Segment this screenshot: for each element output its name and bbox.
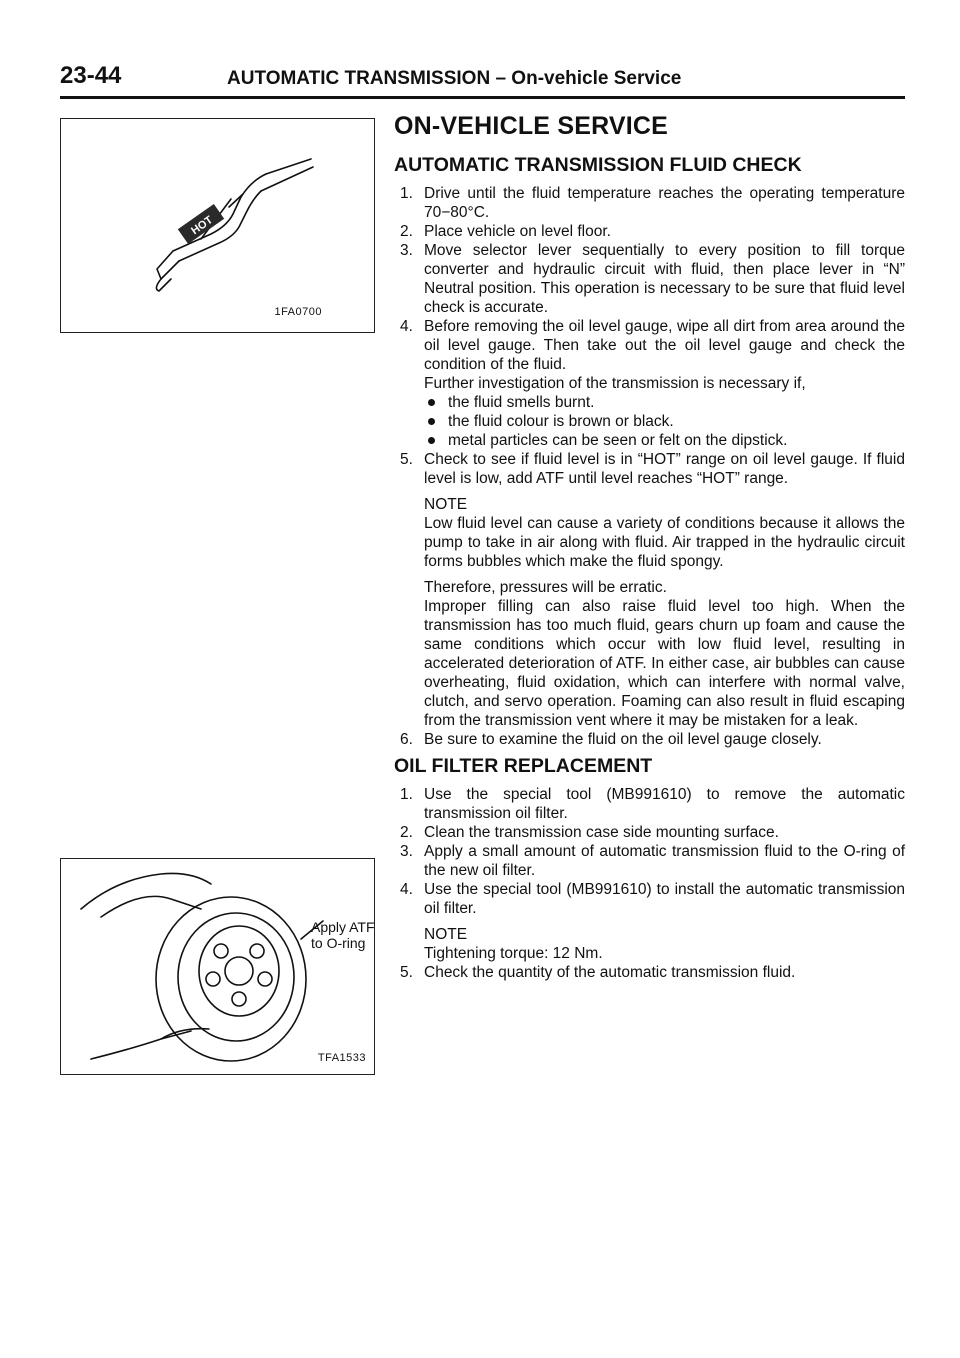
note-block xyxy=(424,925,905,963)
step-text: Apply a small amount of automatic transmission fluid to the O-ring of the new oil filter. xyxy=(424,843,905,879)
note-label: NOTE xyxy=(424,926,468,943)
callout-line-1: Apply ATF xyxy=(311,919,375,935)
note-block xyxy=(424,495,905,730)
list-item xyxy=(394,823,905,842)
oil-level-gauge-figure xyxy=(60,118,375,333)
note-label: NOTE xyxy=(424,496,468,513)
note-text: Low fluid level can cause a variety of conditions because it allows the pump to take in air along with fluid. Air trapped in the hydraulic circuit forms bubbles which make the fluid spongy. xyxy=(424,515,905,570)
bullet-item: metal particles can be seen or felt on the dipstick. xyxy=(424,431,905,450)
main-content xyxy=(394,110,905,982)
list-item xyxy=(394,450,905,730)
step-number: 4. xyxy=(400,881,413,898)
step-number: 5. xyxy=(400,964,413,981)
step-number: 1. xyxy=(400,786,413,803)
note-text: Tightening torque: 12 Nm. xyxy=(424,945,603,962)
oil-level-gauge-illustration xyxy=(61,119,374,332)
oil-filter-illustration xyxy=(61,859,374,1074)
note-text: Improper filling can also raise fluid level too high. When the transmission has too much fluid, gears churn up foam and cause the same conditions which occur with low fluid level, resulting in accelerated deterioration of ATF. In either case, air bubbles can cause overheating, fluid oxidation, which can interfere with normal valve, clutch, and servo operation. Foaming can also result in fluid escaping from the transmission vent where it may be mistaken for a leak. xyxy=(424,598,905,729)
main-title: ON-VEHICLE SERVICE xyxy=(394,112,669,140)
page-header xyxy=(60,62,905,99)
step-text: Be sure to examine the fluid on the oil level gauge closely. xyxy=(424,731,822,748)
header-title: AUTOMATIC TRANSMISSION – On-vehicle Service xyxy=(227,68,682,89)
step-text: Use the special tool (MB991610) to remove the automatic transmission oil filter. xyxy=(424,786,905,822)
list-item xyxy=(394,241,905,317)
section-title-oil-filter: OIL FILTER REPLACEMENT xyxy=(394,755,653,777)
step-number: 3. xyxy=(400,242,413,259)
step-text: Move selector lever sequentially to every position to fill torque converter and hydraulic circuit with fluid, then place lever in “N” Neutral position. This operation is necessary to be sure that fluid level check is accurate. xyxy=(424,242,905,316)
page-number: 23-44 xyxy=(60,62,122,89)
apply-atf-callout xyxy=(311,919,375,951)
step-number: 3. xyxy=(400,843,413,860)
figure-code: TFA1533 xyxy=(317,1052,366,1064)
figure-code: 1FA0700 xyxy=(274,306,322,318)
list-item xyxy=(394,842,905,880)
list-item xyxy=(394,730,905,749)
step-text: Further investigation of the transmission is necessary if, xyxy=(424,375,806,392)
hot-range-label: HOT xyxy=(189,214,216,238)
step-number: 2. xyxy=(400,824,413,841)
step-text: Place vehicle on level floor. xyxy=(424,223,611,240)
list-item xyxy=(394,963,905,982)
callout-line-2: to O-ring xyxy=(311,935,366,951)
step-number: 6. xyxy=(400,731,413,748)
bullet-list xyxy=(424,393,905,450)
step-number: 4. xyxy=(400,318,413,335)
list-item xyxy=(394,317,905,450)
step-number: 5. xyxy=(400,451,413,468)
bullet-item: the fluid colour is brown or black. xyxy=(424,412,905,431)
step-text: Clean the transmission case side mounting surface. xyxy=(424,824,779,841)
step-text: Before removing the oil level gauge, wipe all dirt from area around the oil level gauge. Then take out the oil level gauge and check the condition of the fluid. xyxy=(424,318,905,373)
list-item xyxy=(394,184,905,222)
list-item xyxy=(394,785,905,823)
note-text: Therefore, pressures will be erratic. xyxy=(424,579,667,596)
step-number: 1. xyxy=(400,185,413,202)
fluid-check-steps xyxy=(394,184,905,749)
step-number: 2. xyxy=(400,223,413,240)
section-title-fluid-check: AUTOMATIC TRANSMISSION FLUID CHECK xyxy=(394,154,802,176)
oil-filter-steps xyxy=(394,785,905,982)
bullet-item: the fluid smells burnt. xyxy=(424,393,905,412)
list-item xyxy=(394,880,905,963)
step-text: Use the special tool (MB991610) to install the automatic transmission oil filter. xyxy=(424,881,905,917)
step-text: Check to see if fluid level is in “HOT” range on oil level gauge. If fluid level is low, add ATF until level reaches “HOT” range. xyxy=(424,451,905,487)
step-text: Drive until the fluid temperature reaches the operating temperature 70−80°C. xyxy=(424,185,905,221)
step-text: Check the quantity of the automatic transmission fluid. xyxy=(424,964,796,981)
list-item xyxy=(394,222,905,241)
oil-filter-figure xyxy=(60,858,375,1075)
